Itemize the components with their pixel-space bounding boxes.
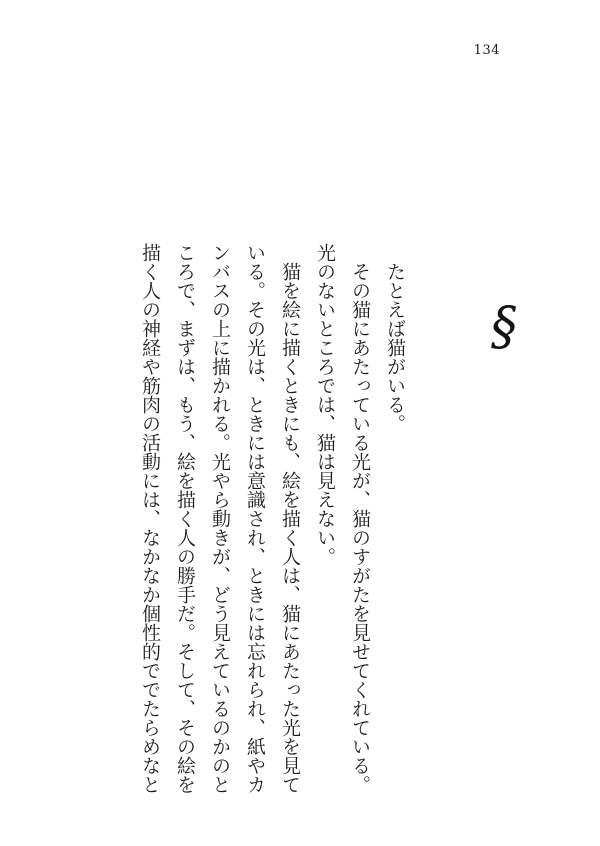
text-column-2: その猫にあたっている光が、猫のすがたを見せてくれている。 (349, 262, 371, 794)
text-column-3: 光のないところでは、猫は見えない。 (314, 243, 336, 566)
page-number: 134 (473, 43, 500, 58)
vertical-text-block (132, 243, 412, 803)
text-column-5: いる。その光は、ときには意識され、ときには忘れられ、紙やカ (244, 243, 266, 794)
section-mark: § (491, 297, 517, 357)
text-column-7: ころで、まずは、もう、絵を描く人の勝手だ。そして、その絵を (174, 243, 196, 794)
text-column-1: たとえば猫がいる。 (384, 262, 406, 433)
text-column-4: 猫を絵に描くときにも、絵を描く人は、猫にあたった光を見て (279, 262, 301, 794)
text-column-8: 描く人の神経や筋肉の活動には、なかなか個性的ででたらめなと (139, 243, 161, 794)
text-column-6: ンバスの上に描かれる。光やら動きが、どう見えているのかのと (209, 243, 231, 794)
